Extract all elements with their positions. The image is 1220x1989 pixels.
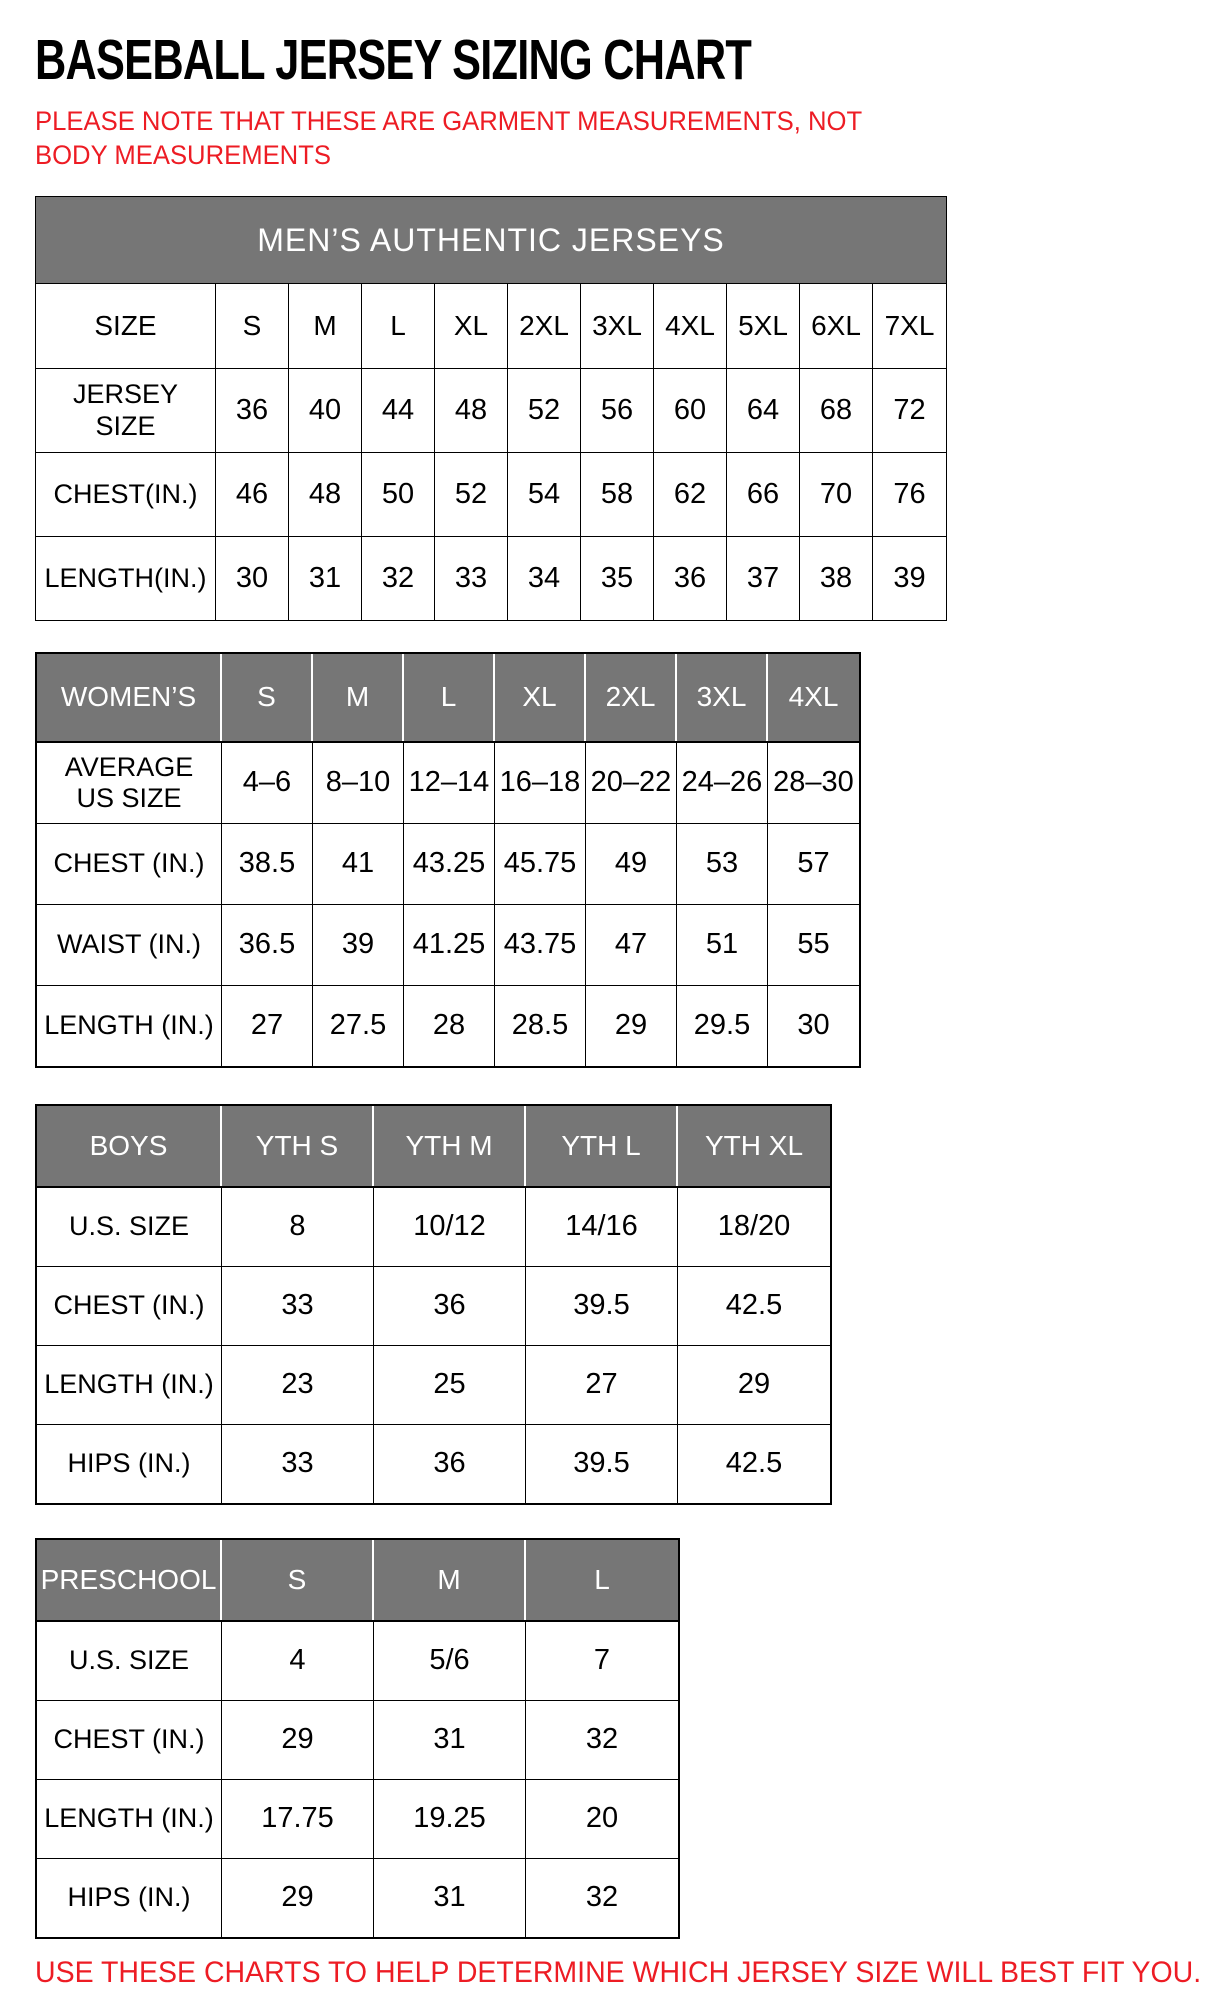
table-row <box>37 1859 678 1937</box>
column-header-cell: 3XL <box>581 284 654 368</box>
value-cell: 36 <box>374 1425 526 1503</box>
value-cell: 31 <box>289 537 362 620</box>
row-label-cell: LENGTH (IN.) <box>37 986 222 1066</box>
value-cell: 18/20 <box>717 1210 791 1243</box>
row-label-cell: AVERAGE US SIZE <box>37 743 222 823</box>
garment-measurement-note: PLEASE NOTE THAT THESE ARE GARMENT MEASUREMENTS, NOT BODY MEASUREMENTS <box>35 106 862 170</box>
row-label-cell: LENGTH(IN.) <box>36 537 216 620</box>
spacer <box>35 621 1200 652</box>
value-cell: 43.25 <box>404 824 495 904</box>
column-header-cell: S <box>216 284 289 368</box>
value-cell: 32 <box>585 1881 619 1914</box>
fit-advice-footer: USE THESE CHARTS TO HELP DETERMINE WHICH JERSEY SIZE WILL BEST FIT YOU. <box>35 1956 1202 1989</box>
value-cell: 24–26 <box>677 743 768 823</box>
value-cell: 40 <box>289 369 362 452</box>
column-header-cell: 4XL <box>654 284 727 368</box>
mens-table-banner: MEN’S AUTHENTIC JERSEYS <box>36 197 946 284</box>
table-title-cell: WOMEN’S <box>37 654 222 741</box>
column-header-cell: YTH S <box>222 1106 374 1186</box>
value-cell: 29 <box>222 1701 374 1779</box>
value-cell: 12–14 <box>404 743 495 823</box>
value-cell: 33 <box>435 537 508 620</box>
table-title-cell: SIZE <box>36 284 216 368</box>
table-row <box>36 369 946 453</box>
column-header-cell: 6XL <box>800 284 873 368</box>
value-cell: 42.5 <box>725 1289 783 1322</box>
header-row <box>36 284 946 369</box>
value-cell: 47 <box>586 905 677 985</box>
value-cell: 52 <box>435 453 508 536</box>
row-label-cell: U.S. SIZE <box>37 1622 222 1700</box>
value-cell: 36 <box>216 369 289 452</box>
value-cell: 29 <box>586 986 677 1066</box>
value-cell: 16–18 <box>495 743 586 823</box>
value-cell: 30 <box>797 1009 830 1042</box>
value-cell: 27.5 <box>313 986 404 1066</box>
table-row <box>37 1425 830 1503</box>
value-cell: 38 <box>800 537 873 620</box>
value-cell: 20 <box>585 1802 619 1835</box>
mens-authentic-jerseys-table <box>35 196 947 621</box>
column-header-cell: 2XL <box>508 284 581 368</box>
column-header-cell: 7XL <box>884 309 935 341</box>
value-cell: 41 <box>313 824 404 904</box>
value-cell: 39.5 <box>526 1425 678 1503</box>
value-cell: 25 <box>374 1346 526 1424</box>
column-header-cell: M <box>289 284 362 368</box>
column-header-cell: YTH L <box>526 1106 678 1186</box>
row-label-cell: HIPS (IN.) <box>37 1425 222 1503</box>
value-cell: 32 <box>585 1723 619 1756</box>
value-cell: 4–6 <box>222 743 313 823</box>
column-header-cell: YTH M <box>374 1106 526 1186</box>
column-header-cell: 4XL <box>768 654 859 741</box>
value-cell: 36 <box>374 1267 526 1345</box>
value-cell: 48 <box>289 453 362 536</box>
value-cell: 31 <box>374 1859 526 1937</box>
table-row <box>37 1622 678 1701</box>
value-cell: 30 <box>216 537 289 620</box>
value-cell: 7 <box>593 1644 611 1677</box>
value-cell: 39 <box>313 905 404 985</box>
value-cell: 36 <box>654 537 727 620</box>
table-title-cell: BOYS <box>37 1106 222 1186</box>
value-cell: 4 <box>222 1622 374 1700</box>
value-cell: 48 <box>435 369 508 452</box>
value-cell: 52 <box>508 369 581 452</box>
header-row <box>37 1106 830 1188</box>
value-cell: 66 <box>727 453 800 536</box>
header-row <box>37 654 859 743</box>
row-label-cell: HIPS (IN.) <box>37 1859 222 1937</box>
value-cell: 46 <box>216 453 289 536</box>
womens-table-rows <box>37 654 859 1066</box>
value-cell: 58 <box>581 453 654 536</box>
spacer <box>35 1068 1200 1104</box>
table-row <box>37 1701 678 1780</box>
value-cell: 32 <box>362 537 435 620</box>
value-cell: 55 <box>797 928 830 961</box>
value-cell: 27 <box>526 1346 678 1424</box>
value-cell: 5/6 <box>374 1622 526 1700</box>
table-title-cell: PRESCHOOL <box>37 1540 222 1620</box>
value-cell: 20–22 <box>586 743 677 823</box>
value-cell: 51 <box>677 905 768 985</box>
value-cell: 39 <box>893 561 926 594</box>
row-label-cell: JERSEY SIZE <box>36 369 216 452</box>
row-label-cell: LENGTH (IN.) <box>37 1780 222 1858</box>
table-row <box>37 905 859 986</box>
value-cell: 27 <box>222 986 313 1066</box>
column-header-cell: S <box>222 1540 374 1620</box>
spacer <box>35 172 1200 196</box>
value-cell: 35 <box>581 537 654 620</box>
value-cell: 28–30 <box>773 766 854 799</box>
column-header-cell: YTH XL <box>678 1106 830 1186</box>
value-cell: 36.5 <box>222 905 313 985</box>
value-cell: 68 <box>800 369 873 452</box>
value-cell: 8 <box>222 1188 374 1266</box>
preschool-table <box>35 1538 680 1939</box>
header-row <box>37 1540 678 1622</box>
value-cell: 31 <box>374 1701 526 1779</box>
row-label-cell: U.S. SIZE <box>37 1188 222 1266</box>
table-row <box>37 1780 678 1859</box>
row-label-cell: LENGTH (IN.) <box>37 1346 222 1424</box>
value-cell: 39.5 <box>526 1267 678 1345</box>
table-row <box>37 1188 830 1267</box>
table-row <box>37 824 859 905</box>
row-label-cell: CHEST (IN.) <box>37 824 222 904</box>
value-cell: 41.25 <box>404 905 495 985</box>
row-label-cell: CHEST(IN.) <box>36 453 216 536</box>
value-cell: 10/12 <box>374 1188 526 1266</box>
mens-table-rows <box>36 284 946 620</box>
value-cell: 29.5 <box>677 986 768 1066</box>
value-cell: 17.75 <box>222 1780 374 1858</box>
boys-table <box>35 1104 832 1505</box>
boys-table-rows <box>37 1106 830 1503</box>
value-cell: 76 <box>893 477 926 510</box>
value-cell: 53 <box>677 824 768 904</box>
value-cell: 45.75 <box>495 824 586 904</box>
value-cell: 23 <box>222 1346 374 1424</box>
value-cell: 44 <box>362 369 435 452</box>
column-header-cell: 5XL <box>727 284 800 368</box>
column-header-cell: L <box>404 654 495 741</box>
column-header-cell: 3XL <box>677 654 768 741</box>
page-title: BASEBALL JERSEY SIZING CHART <box>35 28 752 92</box>
row-label-cell: CHEST (IN.) <box>37 1701 222 1779</box>
value-cell: 28.5 <box>495 986 586 1066</box>
value-cell: 60 <box>654 369 727 452</box>
value-cell: 70 <box>800 453 873 536</box>
value-cell: 57 <box>797 847 830 880</box>
table-row <box>37 1267 830 1346</box>
column-header-cell: S <box>222 654 313 741</box>
womens-table <box>35 652 861 1068</box>
table-row <box>36 537 946 620</box>
column-header-cell: 2XL <box>586 654 677 741</box>
column-header-cell: L <box>526 1540 678 1620</box>
value-cell: 33 <box>222 1267 374 1345</box>
table-row <box>36 453 946 537</box>
column-header-cell: M <box>374 1540 526 1620</box>
value-cell: 29 <box>737 1368 771 1401</box>
value-cell: 19.25 <box>374 1780 526 1858</box>
value-cell: 8–10 <box>313 743 404 823</box>
value-cell: 14/16 <box>526 1188 678 1266</box>
table-row <box>37 743 859 824</box>
value-cell: 37 <box>727 537 800 620</box>
value-cell: 42.5 <box>725 1447 783 1480</box>
column-header-cell: M <box>313 654 404 741</box>
table-row <box>37 1346 830 1425</box>
value-cell: 62 <box>654 453 727 536</box>
value-cell: 38.5 <box>222 824 313 904</box>
row-label-cell: WAIST (IN.) <box>37 905 222 985</box>
value-cell: 50 <box>362 453 435 536</box>
spacer <box>35 1505 1200 1538</box>
column-header-cell: XL <box>495 654 586 741</box>
preschool-table-rows <box>37 1540 678 1937</box>
column-header-cell: XL <box>435 284 508 368</box>
table-row <box>37 986 859 1066</box>
value-cell: 29 <box>222 1859 374 1937</box>
value-cell: 56 <box>581 369 654 452</box>
value-cell: 54 <box>508 453 581 536</box>
value-cell: 64 <box>727 369 800 452</box>
value-cell: 28 <box>404 986 495 1066</box>
value-cell: 34 <box>508 537 581 620</box>
row-label-cell: CHEST (IN.) <box>37 1267 222 1345</box>
value-cell: 49 <box>586 824 677 904</box>
value-cell: 33 <box>222 1425 374 1503</box>
value-cell: 72 <box>893 393 926 426</box>
column-header-cell: L <box>362 284 435 368</box>
value-cell: 43.75 <box>495 905 586 985</box>
